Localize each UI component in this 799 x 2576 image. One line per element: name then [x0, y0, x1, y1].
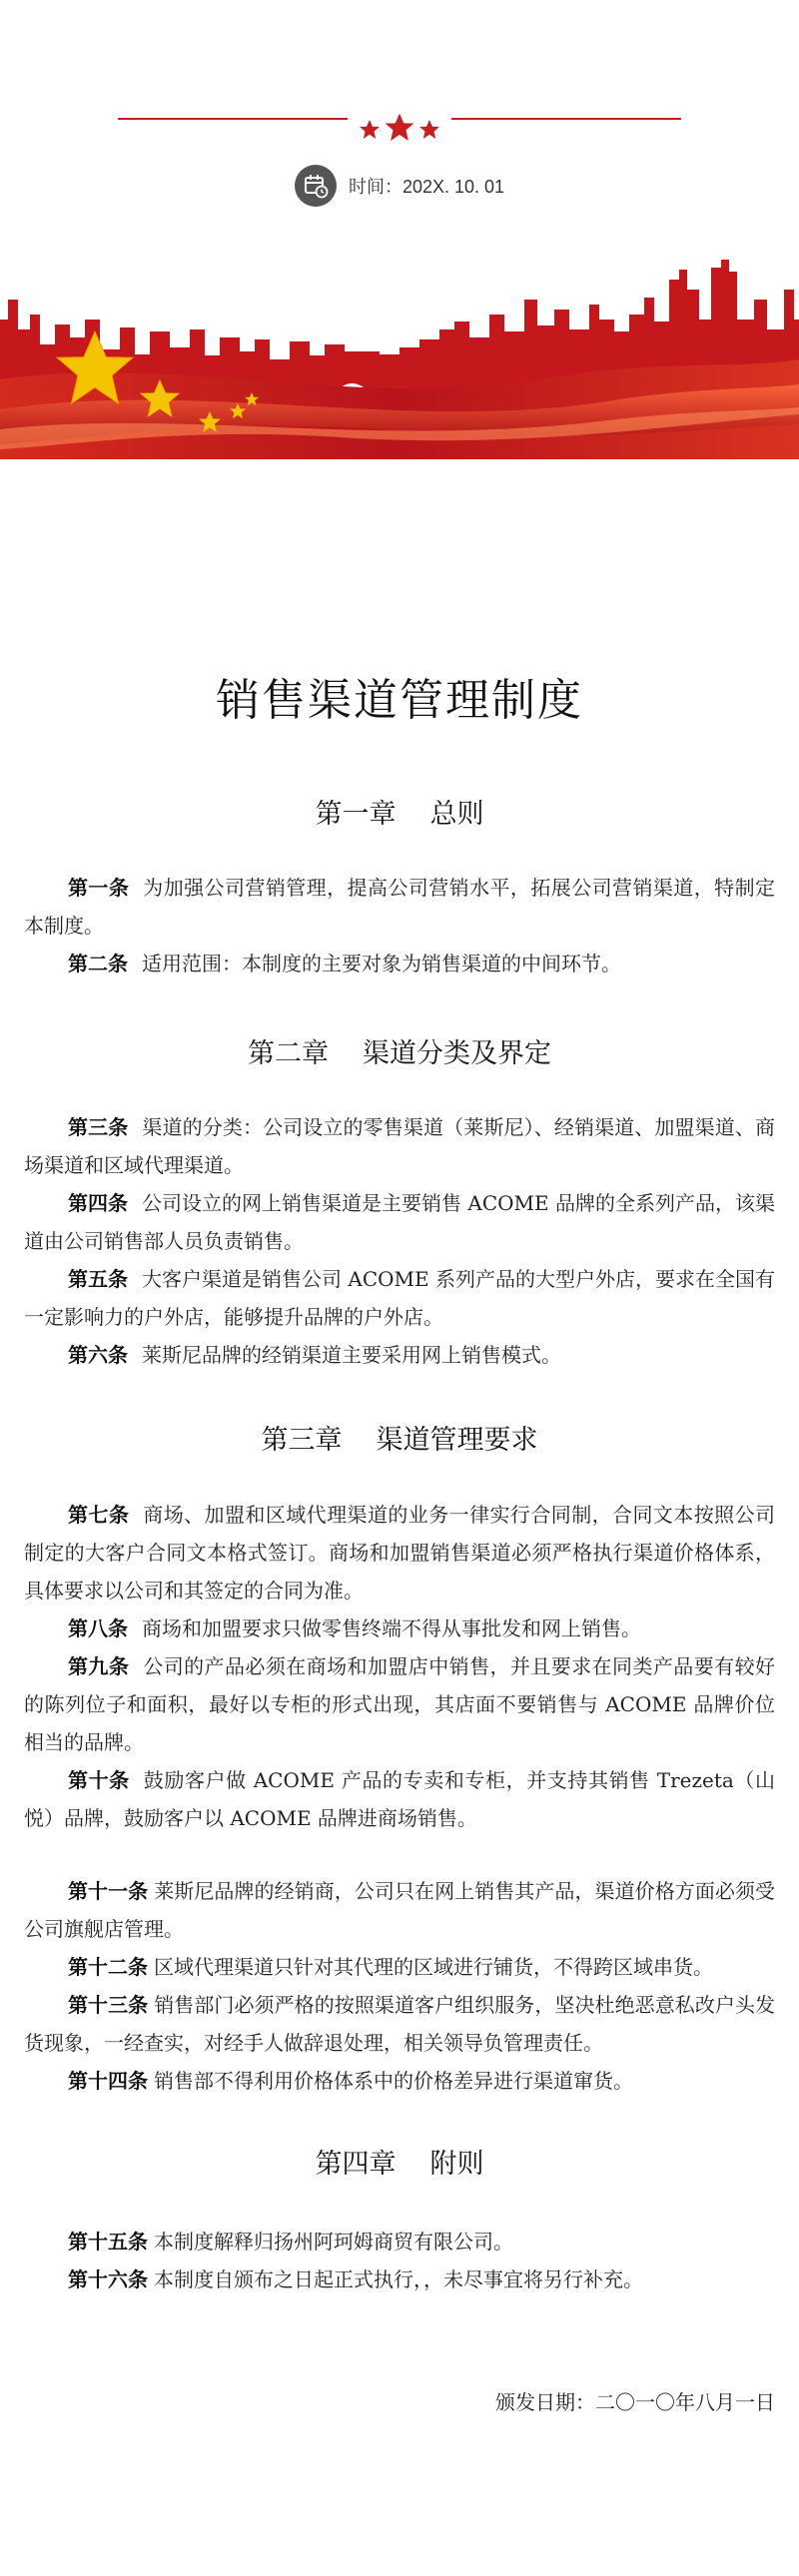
- article: [24, 1948, 775, 1986]
- article-number: 第一条: [68, 876, 130, 900]
- header-banner: [0, 0, 799, 459]
- article-number: 第三条: [68, 1115, 129, 1139]
- article: [24, 1610, 775, 1647]
- article: [24, 1184, 775, 1260]
- chapter-number: 第四章: [315, 2149, 397, 2180]
- article: [24, 2062, 775, 2100]
- article-number: 第六条: [68, 1343, 128, 1367]
- article-text: 渠道的分类：公司设立的零售渠道（莱斯尼）、经销渠道、加盟渠道、商场渠道和区域代理渠道。: [24, 1115, 776, 1177]
- article-number: 第八条: [68, 1616, 128, 1640]
- article: [24, 1872, 775, 1948]
- article-number: 第十五条: [68, 2230, 148, 2254]
- article-number: 第十三条: [68, 1993, 149, 2017]
- chapter-heading-4: [0, 2142, 799, 2181]
- article-text: 鼓励客户做 ACOME 产品的专卖和专柜，并支持其销售 Trezeta（山悦）品牌，鼓励客户以 ACOME 品牌进商场销售。: [24, 1768, 775, 1830]
- article-number: 第十条: [68, 1768, 130, 1792]
- article-number: 第十四条: [68, 2069, 148, 2093]
- article-text: 区域代理渠道只针对其代理的区域进行铺货，不得跨区域串货。: [154, 1955, 713, 1979]
- article-text: 本制度解释归扬州阿珂姆商贸有限公司。: [154, 2230, 513, 2254]
- article-text: 销售部门必须严格的按照渠道客户组织服务，坚决杜绝恶意私改户头发货现象，一经查实，对经手人做辞退处理，相关领导负管理责任。: [24, 1993, 776, 2055]
- article-text: 销售部不得利用价格体系中的价格差异进行渠道窜货。: [154, 2069, 633, 2093]
- article-number: 第四条: [68, 1191, 129, 1215]
- calendar-clock-icon: [295, 165, 337, 207]
- article: [24, 1336, 775, 1374]
- article-text: 为加强公司营销管理，提高公司营销水平，拓展公司营销渠道，特制定本制度。: [24, 876, 776, 938]
- chapter-number: 第二章: [248, 1038, 329, 1069]
- article-number: 第九条: [68, 1654, 130, 1678]
- article-text: 本制度自颁布之日起正式执行，，未尽事宜将另行补充。: [154, 2267, 643, 2291]
- article: [24, 2260, 775, 2298]
- article-number: 第七条: [68, 1503, 130, 1527]
- article: [24, 1761, 775, 1837]
- star-icon: [419, 120, 439, 139]
- page-title: 销售渠道管理制度: [216, 675, 583, 726]
- article: [24, 1260, 775, 1336]
- issue-date: 颁发日期：二〇一〇年八月一日: [495, 2390, 775, 2414]
- article-text: 商场、加盟和区域代理渠道的业务一律实行合同制，合同文本按照公司制定的大客户合同文本格式签订。商场和加盟销售渠道必须严格执行渠道价格体系，具体要求以公司和其签定的合同为准。: [24, 1503, 776, 1603]
- star-icon: [360, 120, 380, 139]
- article: [24, 945, 775, 982]
- article-text: 公司的产品必须在商场和加盟店中销售，并且要求在同类产品要有较好的陈列位子和面积，最好以专柜的形式出现，其店面不要销售与 ACOME 品牌价位相当的品牌。: [24, 1654, 776, 1754]
- article: [24, 1647, 775, 1761]
- article: [24, 869, 775, 945]
- article: [24, 2223, 775, 2260]
- article-number: 第二条: [68, 952, 128, 975]
- chapter-number: 第一章: [315, 799, 397, 830]
- article-number: 第十二条: [68, 1955, 148, 1979]
- chapter-heading-1: [0, 792, 799, 831]
- star-icon: [386, 114, 414, 141]
- article: [24, 1986, 775, 2062]
- article-number: 第十六条: [68, 2267, 148, 2291]
- article: [24, 1108, 775, 1184]
- article-text: 莱斯尼品牌的经销渠道主要采用网上销售模式。: [142, 1343, 561, 1367]
- chapter-title: 总则: [429, 799, 484, 830]
- article-text: 适用范围：本制度的主要对象为销售渠道的中间环节。: [142, 952, 621, 975]
- article-number: 第十一条: [68, 1879, 149, 1903]
- article-number: 第五条: [68, 1267, 129, 1291]
- article-text: 商场和加盟要求只做零售终端不得从事批发和网上销售。: [142, 1616, 641, 1640]
- date-label: 时间：202X. 10. 01: [348, 177, 505, 197]
- chapter-number: 第三章: [261, 1425, 343, 1456]
- chapter-title: 渠道管理要求: [376, 1425, 538, 1456]
- article-text: 公司设立的网上销售渠道是主要销售 ACOME 品牌的全系列产品，该渠道由公司销售部人员负责销售。: [24, 1191, 776, 1253]
- chapter-heading-2: [0, 1031, 799, 1070]
- article-text: 莱斯尼品牌的经销商，公司只在网上销售其产品，渠道价格方面必须受公司旗舰店管理。: [24, 1879, 776, 1941]
- chapter-heading-3: [0, 1418, 799, 1457]
- city-skyline-banner: [0, 260, 799, 459]
- chapter-title: 渠道分类及界定: [363, 1038, 551, 1069]
- article: [24, 1496, 775, 1610]
- article-text: 大客户渠道是销售公司 ACOME 系列产品的大型户外店，要求在全国有一定影响力的户外店，能够提升品牌的户外店。: [24, 1267, 776, 1329]
- chapter-title: 附则: [429, 2149, 484, 2180]
